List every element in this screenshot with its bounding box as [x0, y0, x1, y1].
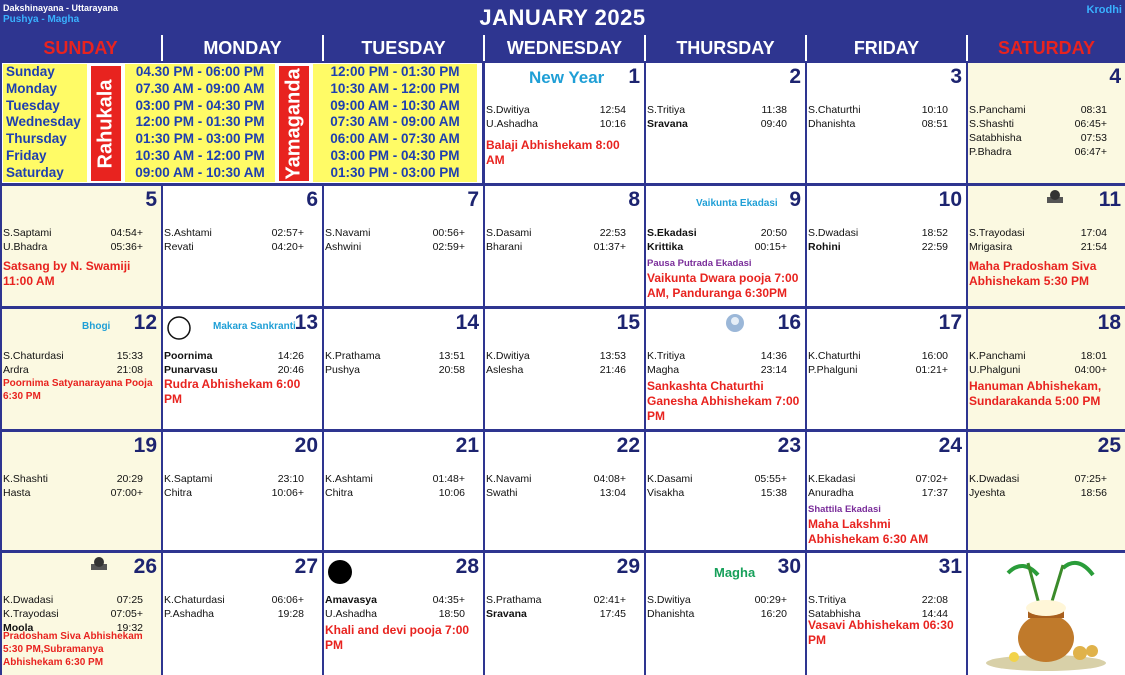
panchanga-name: Swathi [486, 487, 518, 499]
panchanga-time: 14:44 [921, 608, 948, 620]
panchanga-time: 08:31 [1080, 104, 1107, 116]
panchanga-name: Visakha [647, 487, 685, 499]
panchanga-name: S.Panchami [969, 104, 1026, 116]
day-number: 13 [294, 311, 318, 334]
panchanga-name: K.Tritiya [647, 350, 686, 362]
panchanga-time: 21:08 [116, 364, 143, 376]
list-item: 09:00 AM - 10:30 AM [330, 97, 460, 113]
day-cell [163, 553, 322, 675]
ekadasi-note: Shattila Ekadasi [808, 504, 881, 515]
day-number: 4 [1109, 65, 1121, 88]
day-number: 14 [455, 311, 479, 334]
temple-event: Balaji Abhishekam 8:00 AM [486, 138, 620, 167]
panchanga-name: Satabhisha [808, 608, 861, 620]
ganesha-icon [724, 312, 746, 334]
weekday-header-row [0, 35, 1125, 61]
panchanga-time: 06:47+ [1074, 146, 1107, 158]
day-cell [2, 309, 161, 429]
panchanga-time: 15:38 [760, 487, 787, 499]
rahukala-yamaganda-box [2, 63, 482, 183]
panchanga-name: Moola [3, 622, 34, 634]
panchanga-name: K.Panchami [969, 350, 1026, 362]
list-item: Tuesday [6, 97, 60, 113]
day-cell [646, 63, 805, 183]
panchanga-time: 07:25 [116, 594, 143, 606]
panchanga-time: 07:00+ [110, 487, 143, 499]
panchanga-name: S.Dwadasi [808, 227, 859, 239]
panchanga-time: 02:57+ [271, 227, 304, 239]
panchanga-name: Chitra [325, 487, 354, 499]
day-cell [324, 186, 483, 306]
panchanga-name: Jyeshta [969, 487, 1006, 499]
day-number: 6 [306, 188, 318, 211]
panchanga-time: 04:54+ [110, 227, 143, 239]
day-cell [163, 309, 322, 429]
pradosham-icon [88, 556, 110, 576]
panchanga-name: U.Ashadha [486, 118, 538, 130]
day-number: 10 [938, 188, 962, 211]
list-item: Thursday [6, 131, 67, 147]
panchanga-time: 20:50 [760, 227, 787, 239]
day-number: 27 [294, 555, 318, 578]
panchanga-time: 01:21+ [915, 364, 948, 376]
rahukala-label: Rahukala [91, 66, 121, 181]
list-item: 07.30 AM - 09:00 AM [135, 80, 265, 96]
weekday-monday: MONDAY [161, 35, 322, 61]
temple-event: Vasavi Abhishekam 06:30 PM [808, 618, 954, 647]
panchanga-name: Krittika [647, 241, 684, 253]
panchanga-time: 19:32 [116, 622, 143, 634]
day-cell [2, 432, 161, 550]
list-item: 10:30 AM - 12:00 PM [330, 80, 460, 96]
panchanga-name: U.Phalguni [969, 364, 1021, 376]
temple-event: Poornima Satyanarayana Pooja 6:30 PM [3, 378, 153, 402]
panchanga-time: 12:54 [599, 104, 626, 116]
panchanga-name: U.Bhadra [3, 241, 48, 253]
panchanga-name: Dhanishta [808, 118, 856, 130]
day-cell [163, 432, 322, 550]
full-moon-icon [166, 315, 192, 341]
panchanga-name: Amavasya [325, 594, 377, 606]
festival-note: Bhogi [82, 321, 111, 332]
panchanga-time: 09:40 [760, 118, 787, 130]
rahukala-times [125, 64, 275, 182]
panchanga-name: Mrigasira [969, 241, 1013, 253]
panchanga-time: 14:36 [760, 350, 787, 362]
panchanga-time: 20:58 [438, 364, 465, 376]
panchanga-name: K.Chaturthi [808, 350, 861, 362]
day-cell [485, 553, 644, 675]
panchanga-name: Revati [164, 241, 194, 253]
list-item: Wednesday [6, 114, 81, 130]
panchanga-time: 13:04 [599, 487, 626, 499]
panchanga-name: Chitra [164, 487, 193, 499]
panchanga-time: 16:20 [760, 608, 787, 620]
day-number: 15 [616, 311, 640, 334]
festival-note: Magha [714, 565, 756, 580]
day-number: 9 [789, 188, 801, 211]
day-number: 20 [294, 434, 318, 457]
day-cell [324, 309, 483, 429]
panchanga-time: 18:52 [921, 227, 948, 239]
day-cell [646, 432, 805, 550]
panchanga-name: Bharani [486, 241, 523, 253]
day-cell [807, 186, 966, 306]
festival-note: Vaikunta Ekadasi [696, 198, 778, 209]
panchanga-time: 07:02+ [915, 473, 948, 485]
panchanga-time: 16:00 [921, 350, 948, 362]
panchanga-name: K.Chaturdasi [164, 594, 225, 606]
panchanga-time: 18:50 [438, 608, 465, 620]
panchanga-name: K.Dwitiya [486, 350, 530, 362]
panchanga-name: K.Dasami [647, 473, 693, 485]
panchanga-time: 08:51 [921, 118, 948, 130]
day-number: 25 [1097, 434, 1121, 457]
weekday-saturday: SATURDAY [966, 35, 1125, 61]
panchanga-time: 21:46 [599, 364, 626, 376]
day-number: 12 [133, 311, 157, 334]
day-cell [807, 553, 966, 675]
panchanga-name: P.Ashadha [164, 608, 215, 620]
panchanga-time: 23:14 [760, 364, 787, 376]
day-cell [646, 186, 805, 306]
panchanga-time: 07:05+ [110, 608, 143, 620]
panchanga-time: 01:48+ [432, 473, 465, 485]
panchanga-name: S.Dwitiya [486, 104, 530, 116]
list-item: 03:00 PM - 04:30 PM [135, 97, 265, 113]
panchanga-time: 04:35+ [432, 594, 465, 606]
festival-note: Makara Sankranti [213, 321, 296, 332]
pongal-illustration [968, 553, 1125, 675]
ekadasi-note: Pausa Putrada Ekadasi [647, 258, 752, 269]
panchanga-time: 13:53 [599, 350, 626, 362]
temple-event: Hanuman Abhishekam, Sundarakanda 5:00 PM [969, 379, 1102, 408]
day-cell [485, 432, 644, 550]
panchanga-time: 17:45 [599, 608, 626, 620]
weekday-list [3, 64, 87, 182]
day-number: 5 [145, 188, 157, 211]
panchanga-name: Magha [647, 364, 680, 376]
panchanga-time: 00:15+ [754, 241, 787, 253]
panchanga-time: 02:41+ [593, 594, 626, 606]
panchanga-name: S.Navami [325, 227, 371, 239]
weekday-friday: FRIDAY [805, 35, 966, 61]
panchanga-name: Punarvasu [164, 364, 218, 376]
panchanga-time: 10:06+ [271, 487, 304, 499]
panchanga-name: S.Chaturdasi [3, 350, 64, 362]
panchanga-time: 15:33 [116, 350, 143, 362]
day-number: 22 [616, 434, 640, 457]
panchanga-name: Sravana [647, 118, 688, 130]
list-item: 12:00 PM - 01:30 PM [330, 64, 460, 79]
temple-event: Maha Pradosham Siva Abhishekam 5:30 PM [969, 259, 1097, 288]
day-number: 3 [950, 65, 962, 88]
panchanga-name: Anuradha [808, 487, 854, 499]
day-cell [968, 432, 1125, 550]
panchanga-name: K.Saptami [164, 473, 213, 485]
temple-event: Rudra Abhishekam 6:00 PM [164, 377, 301, 406]
panchanga-time: 04:00+ [1074, 364, 1107, 376]
panchanga-time: 17:04 [1080, 227, 1107, 239]
panchanga-time: 00:29+ [754, 594, 787, 606]
yamaganda-label: Yamaganda [279, 66, 309, 181]
yamaganda-times [313, 64, 477, 182]
list-item: 01:30 PM - 03:00 PM [330, 164, 460, 180]
list-item: 12:00 PM - 01:30 PM [135, 114, 265, 130]
panchanga-time: 10:16 [599, 118, 626, 130]
day-number: 7 [467, 188, 479, 211]
panchanga-time: 22:08 [921, 594, 948, 606]
panchanga-name: S.Chaturthi [808, 104, 861, 116]
panchanga-name: Ardra [3, 364, 29, 376]
day-number: 2 [789, 65, 801, 88]
temple-event: Pradosham Siva Abhishekam 5:30 PM,Subramanya Abhishekam 6:30 PM [3, 631, 143, 668]
day-number: 24 [938, 434, 962, 457]
panchanga-name: Satabhisha [969, 132, 1022, 144]
list-item: Sunday [6, 64, 55, 79]
panchanga-name: Hasta [3, 487, 31, 499]
panchanga-time: 02:59+ [432, 241, 465, 253]
panchanga-time: 06:06+ [271, 594, 304, 606]
day-cell [646, 309, 805, 429]
panchanga-name: Aslesha [486, 364, 524, 376]
festival-note: New Year [529, 68, 605, 87]
samvatsara-name: Krodhi [1086, 4, 1122, 16]
weekday-thursday: THURSDAY [644, 35, 805, 61]
panchanga-time: 18:01 [1080, 350, 1107, 362]
panchanga-name: K.Ekadasi [808, 473, 856, 485]
panchanga-name: S.Prathama [486, 594, 542, 606]
temple-event: Satsang by N. Swamiji 11:00 AM [3, 259, 131, 288]
panchanga-name: S.Saptami [3, 227, 52, 239]
panchanga-time: 17:37 [921, 487, 948, 499]
list-item: Saturday [6, 164, 64, 180]
day-cell [968, 186, 1125, 306]
list-item: 06:00 AM - 07:30 AM [330, 131, 460, 147]
day-cell [2, 186, 161, 306]
panchanga-time: 04:20+ [271, 241, 304, 253]
panchanga-time: 07:53 [1080, 132, 1107, 144]
panchanga-time: 11:38 [761, 104, 787, 116]
day-cell [807, 309, 966, 429]
panchanga-name: Rohini [808, 241, 841, 253]
day-cell [324, 432, 483, 550]
day-cell [968, 63, 1125, 183]
panchanga-name: S.Ekadasi [647, 227, 697, 239]
panchanga-time: 01:37+ [593, 241, 626, 253]
panchanga-name: K.Ashtami [325, 473, 373, 485]
panchanga-time: 21:54 [1080, 241, 1107, 253]
panchanga-time: 22:53 [599, 227, 626, 239]
panchanga-time: 20:29 [116, 473, 143, 485]
panchanga-name: Pushya [325, 364, 361, 376]
panchanga-time: 19:28 [277, 608, 304, 620]
weekday-wednesday: WEDNESDAY [483, 35, 644, 61]
temple-event: Vaikunta Dwara pooja 7:00 AM, Panduranga 6:30PM [647, 271, 799, 300]
day-number: 16 [777, 311, 801, 334]
panchanga-time: 04:08+ [593, 473, 626, 485]
panchanga-name: K.Prathama [325, 350, 381, 362]
panchanga-name: Sravana [486, 608, 527, 620]
panchanga-time: 23:10 [277, 473, 304, 485]
season-text: Dakshinayana - Uttarayana [3, 3, 119, 13]
panchanga-name: Ashwini [325, 241, 362, 253]
day-cell [807, 63, 966, 183]
day-number: 19 [133, 434, 157, 457]
day-number: 31 [938, 555, 962, 578]
panchanga-name: P.Phalguni [808, 364, 858, 376]
panchanga-time: 07:25+ [1074, 473, 1107, 485]
day-number: 30 [777, 555, 801, 578]
panchanga-name: K.Navami [486, 473, 532, 485]
panchanga-time: 14:26 [277, 350, 304, 362]
day-number: 17 [938, 311, 962, 334]
day-cell [163, 186, 322, 306]
panchanga-time: 06:45+ [1074, 118, 1107, 130]
panchanga-time: 20:46 [277, 364, 304, 376]
day-number: 23 [777, 434, 801, 457]
day-cell [807, 432, 966, 550]
list-item: 07:30 AM - 09:00 AM [330, 114, 460, 130]
panchanga-time: 13:51 [438, 350, 465, 362]
temple-event: Maha Lakshmi Abhishekam 6:30 AM [808, 517, 929, 546]
temple-event: Sankashta Chaturthi Ganesha Abhishekam 7:00 PM [647, 379, 800, 423]
list-item: 09:00 AM - 10:30 AM [135, 164, 265, 180]
panchanga-name: P.Bhadra [969, 146, 1012, 158]
day-cell [324, 553, 483, 675]
day-cell [646, 553, 805, 675]
day-number: 18 [1097, 311, 1121, 334]
list-item: Friday [6, 147, 47, 163]
panchanga-name: K.Trayodasi [3, 608, 59, 620]
panchanga-name: S.Shashti [969, 118, 1014, 130]
month-title: JANUARY 2025 [479, 5, 646, 30]
panchanga-name: S.Tritiya [808, 594, 847, 606]
temple-event: Khali and devi pooja 7:00 PM [325, 623, 470, 652]
panchanga-time: 00:56+ [432, 227, 465, 239]
panchanga-name: K.Dwadasi [969, 473, 1020, 485]
list-item: 01:30 PM - 03:00 PM [135, 131, 265, 147]
day-number: 29 [616, 555, 640, 578]
day-cell [485, 309, 644, 429]
panchanga-time: 18:56 [1080, 487, 1107, 499]
day-number: 21 [455, 434, 479, 457]
panchanga-time: 10:06 [438, 487, 465, 499]
panchanga-name: U.Ashadha [325, 608, 377, 620]
new-moon-icon [327, 559, 353, 585]
day-cell [968, 309, 1125, 429]
panchanga-name: S.Ashtami [164, 227, 212, 239]
panchanga-name: K.Shashti [3, 473, 48, 485]
list-item: Monday [6, 80, 58, 96]
panchanga-name: S.Dasami [486, 227, 532, 239]
panchanga-name: S.Tritiya [647, 104, 686, 116]
day-number: 11 [1098, 188, 1121, 211]
day-number: 26 [133, 555, 157, 578]
masa-text: Pushya - Magha [3, 14, 80, 25]
panchanga-time: 10:10 [921, 104, 948, 116]
panchanga-name: Dhanishta [647, 608, 695, 620]
day-cell [485, 63, 644, 183]
pongal-pot-icon [968, 553, 1125, 675]
panchanga-time: 22:59 [921, 241, 948, 253]
pradosham-icon [1044, 189, 1066, 209]
panchanga-name: Poornima [164, 350, 213, 362]
day-cell [485, 186, 644, 306]
day-number: 28 [455, 555, 479, 578]
day-number: 8 [628, 188, 640, 211]
calendar-header [0, 0, 1125, 33]
panchanga-name: K.Dwadasi [3, 594, 54, 606]
list-item: 03:00 PM - 04:30 PM [330, 147, 460, 163]
day-number: 1 [628, 65, 640, 88]
panchanga-time: 05:36+ [110, 241, 143, 253]
day-cell [2, 553, 161, 675]
weekday-tuesday: TUESDAY [322, 35, 483, 61]
panchanga-time: 05:55+ [754, 473, 787, 485]
list-item: 10:30 AM - 12:00 PM [135, 147, 265, 163]
weekday-sunday: SUNDAY [0, 35, 161, 61]
panchanga-name: S.Dwitiya [647, 594, 691, 606]
panchanga-name: S.Trayodasi [969, 227, 1025, 239]
list-item: 04.30 PM - 06:00 PM [135, 64, 265, 79]
